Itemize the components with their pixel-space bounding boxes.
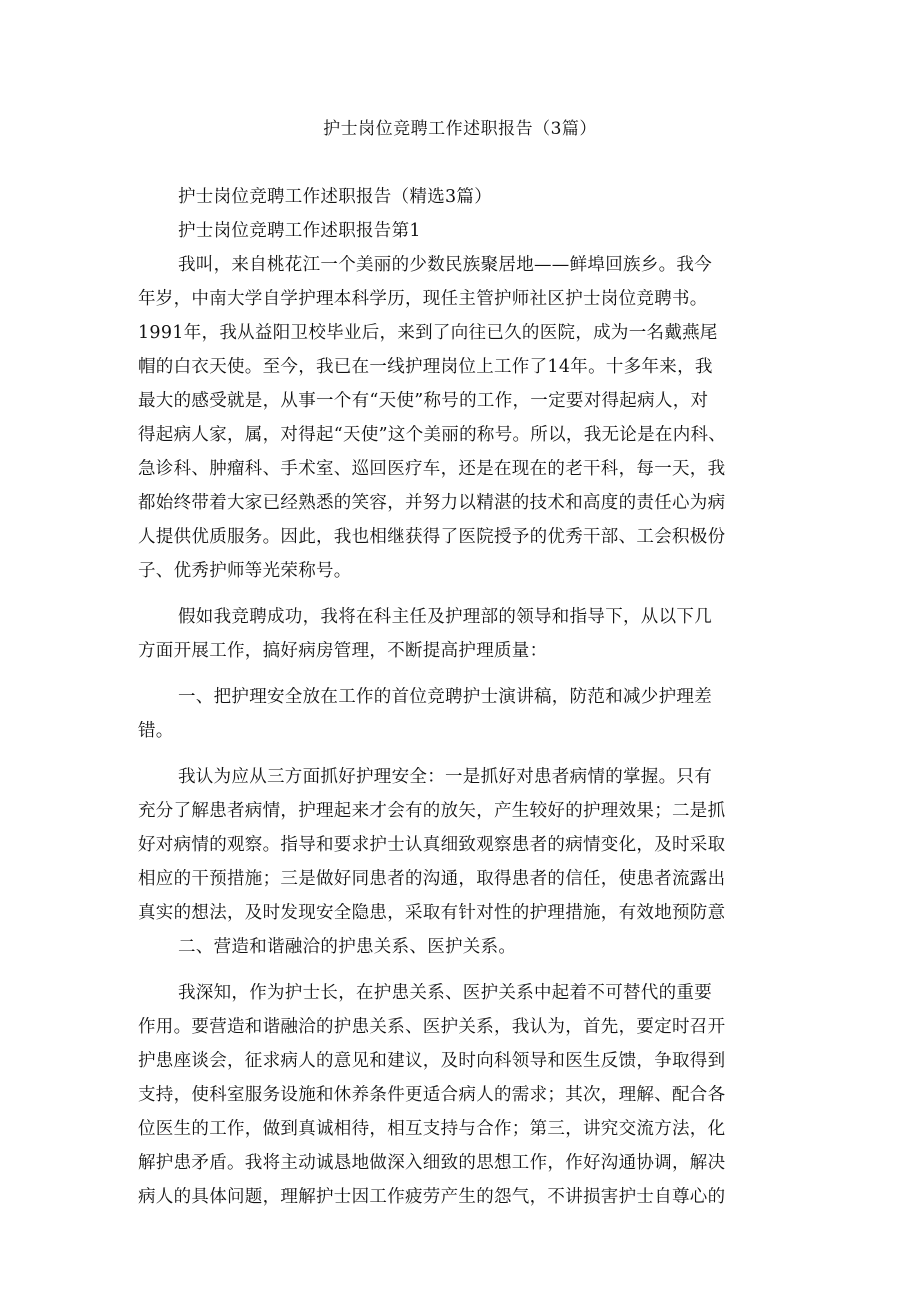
- paragraph-line: 假如我竞聘成功，我将在科主任及护理部的领导和指导下，从以下几: [178, 607, 712, 627]
- section-heading-1: 一、把护理安全放在工作的首位竞聘护士演讲稿，防范和减少护理差: [178, 687, 712, 707]
- paragraph-line: 人提供优质服务。因此，我也相继获得了医院授予的优秀干部、工会积极份: [138, 527, 726, 547]
- paragraph-line: 位医生的工作，做到真诚相待，相互支持与合作；第三，讲究交流方法，化: [138, 1119, 726, 1139]
- paragraph-line: 1991年，我从益阳卫校毕业后，来到了向往已久的医院，成为一名戴燕尾: [138, 323, 718, 343]
- paragraph-line: 得起病人家，属，对得起“天使”这个美丽的称号。所以，我无论是在内科、: [138, 425, 727, 445]
- paragraph-line: 最大的感受就是，从事一个有“天使”称号的工作，一定要对得起病人，对: [138, 391, 709, 411]
- paragraph-line: 我认为应从三方面抓好护理安全：一是抓好对患者病情的掌握。只有: [178, 767, 712, 787]
- paragraph-line: 充分了解患者病情，护理起来才会有的放矢，产生较好的护理效果；二是抓: [138, 801, 726, 821]
- paragraph-line: 年岁，中南大学自学护理本科学历，现任主管护师社区护士岗位竞聘书。: [138, 289, 708, 309]
- paragraph-line: 护患座谈会，征求病人的意见和建议，及时向科领导和医生反馈，争取得到: [138, 1051, 726, 1071]
- paragraph-line: 病人的具体问题，理解护士因工作疲劳产生的怨气，不讲损害护士自尊心的: [138, 1187, 726, 1207]
- paragraph-spacer: [138, 964, 788, 976]
- paragraph-spacer: [138, 588, 788, 600]
- paragraph-line: 真实的想法，及时发现安全隐患，采取有针对性的护理措施，有效地预防意: [138, 903, 726, 923]
- paragraph-line: 急诊科、肿瘤科、手术室、巡回医疗车，还是在现在的老干科，每一天，我: [138, 459, 726, 479]
- document-body: [138, 180, 788, 1214]
- paragraph-line: 帽的白衣天使。至今，我已在一线护理岗位上工作了14年。十多年来，我: [138, 357, 713, 377]
- paragraph-line: 错。: [138, 721, 174, 741]
- paragraph-line: 子、优秀护师等光荣称号。: [138, 561, 352, 581]
- paragraph-line: 都始终带着大家已经熟悉的笑容，并努力以精湛的技术和高度的责任心为病: [138, 493, 726, 513]
- paragraph-line: 相应的干预措施；三是做好同患者的沟通，取得患者的信任，使患者流露出: [138, 869, 726, 889]
- document-title: 护士岗位竞聘工作述职报告（3篇）: [323, 119, 597, 139]
- paragraph-line: 我叫，来自桃花江一个美丽的少数民族聚居地——鲜埠回族乡。我今: [178, 255, 712, 275]
- paragraph-line: 我深知，作为护士长，在护患关系、医护关系中起着不可替代的重要: [178, 983, 712, 1003]
- document-subtitle: 护士岗位竞聘工作述职报告（精选3篇）: [178, 187, 493, 207]
- paragraph-line: 方面开展工作，搞好病房管理，不断提高护理质量：: [138, 641, 548, 661]
- section-heading-2: 二、营造和谐融洽的护患关系、医护关系。: [178, 937, 517, 957]
- paragraph-line: 支持，使科室服务设施和休养条件更适合病人的需求；其次，理解、配合各: [138, 1085, 726, 1105]
- section-title: 护士岗位竞聘工作述职报告第1: [178, 221, 421, 241]
- paragraph-spacer: [138, 668, 788, 680]
- paragraph-spacer: [138, 748, 788, 760]
- paragraph-line: 好对病情的观察。指导和要求护士认真细致观察患者的病情变化，及时采取: [138, 835, 726, 855]
- paragraph-line: 作用。要营造和谐融洽的护患关系、医护关系，我认为，首先，要定时召开: [138, 1017, 726, 1037]
- paragraph-line: 解护患矛盾。我将主动诚恳地做深入细致的思想工作，作好沟通协调，解决: [138, 1153, 726, 1173]
